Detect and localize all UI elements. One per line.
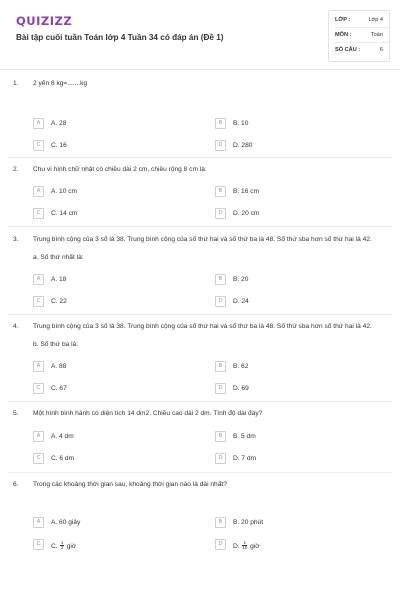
info-value: Toán [370, 32, 383, 38]
option-letter: A [33, 274, 44, 285]
option-letter: C [33, 140, 44, 151]
question-text: Trong các khoảng thời gian sau, khoảng thời gian nào là dài nhất? [33, 481, 227, 488]
info-row-subject [335, 32, 383, 42]
info-value: Lớp 4 [368, 17, 383, 23]
option-letter: B [215, 361, 226, 372]
option-letter: A [33, 431, 44, 442]
info-key: SỐ CÂU : [335, 47, 361, 53]
option-text [51, 541, 76, 551]
option-letter: D [215, 208, 226, 219]
option-text: D. 20 cm [233, 209, 260, 217]
option-text: C. 6 dm [51, 454, 75, 462]
option-letter: D [215, 539, 226, 550]
question-text: Một hình bình hành có diện tích 14 dm2. Chiều cao dài 2 dm. Tính độ dài đáy? [33, 410, 263, 417]
question-text: Trung bình cộng của 3 số là 38. Trung bình cộng của số thứ hai và số thứ ba là 48. Số thứ sba hơn số thứ hai là 42. [33, 323, 372, 330]
option-text: C. 67 [51, 384, 67, 392]
option-text: A. 18 [51, 275, 67, 283]
option-letter: D [215, 140, 226, 151]
option-letter: A [33, 118, 44, 129]
option-text: C. 16 [51, 141, 67, 149]
option-text: B. 16 cm [233, 187, 260, 195]
info-divider [335, 42, 389, 43]
header-divider [0, 69, 400, 70]
question-number: 3. [13, 236, 19, 243]
option-text: B. 10 [233, 119, 249, 127]
question-text: Chu vi hình chữ nhật có chiều dài 2 cm, chiều rộng 8 cm là: [33, 166, 207, 173]
fraction-numerator: 1 [60, 539, 64, 545]
option-letter: C [33, 383, 44, 394]
option-letter: D [215, 383, 226, 394]
question-divider [8, 472, 392, 473]
fraction-denominator: 2 [60, 545, 64, 551]
option-text: B. 62 [233, 362, 249, 370]
option-letter: C [33, 296, 44, 307]
question-number: 4. [13, 323, 19, 330]
option-letter: B [215, 118, 226, 129]
option-letter: A [33, 361, 44, 372]
quizizz-logo: QUIZIZZ [16, 14, 73, 28]
option-text: A. 88 [51, 362, 67, 370]
option-text: C. 14 cm [51, 209, 78, 217]
info-key: MÔN : [335, 32, 352, 38]
option-text: B. 5 dm [233, 432, 256, 440]
option-text: A. 28 [51, 119, 67, 127]
option-text: D. 280 [233, 141, 253, 149]
info-row-class [335, 17, 383, 27]
option-text: A. 10 cm [51, 187, 78, 195]
question-text: 2 yến 8 kg=.......kg [33, 80, 88, 87]
option-prefix: D. [233, 542, 240, 550]
info-key: LỚP : [335, 17, 351, 23]
question-divider [8, 226, 392, 227]
option-text: A. 60 giây [51, 518, 81, 526]
info-value: 6 [379, 47, 383, 53]
option-suffix: giờ [66, 542, 77, 550]
option-text: D. 24 [233, 297, 249, 305]
option-text: D. 7 dm [233, 454, 257, 462]
option-letter: D [215, 296, 226, 307]
fraction-denominator: 10 [242, 545, 248, 551]
option-text: C. 22 [51, 297, 67, 305]
question-text: Trung bình cộng của 3 số là 38. Trung bình cộng của số thứ hai và số thứ ba là 48. Số thứ sba hơn số thứ hai là 42. [33, 236, 372, 243]
option-letter: C [33, 539, 44, 550]
question-number: 6. [13, 481, 19, 488]
question-divider [8, 157, 392, 158]
question-divider [8, 314, 392, 315]
question-number: 2. [13, 166, 19, 173]
option-letter: B [215, 431, 226, 442]
option-letter: A [33, 186, 44, 197]
worksheet-info-box [328, 10, 390, 62]
option-letter: B [215, 274, 226, 285]
option-suffix: giờ [250, 542, 260, 550]
option-text: B. 20 phút [233, 518, 264, 526]
option-letter: B [215, 186, 226, 197]
option-text: D. 69 [233, 384, 249, 392]
option-text: B. 20 [233, 275, 249, 283]
option-letter: B [215, 517, 226, 528]
option-letter: D [215, 453, 226, 464]
option-text [233, 541, 260, 551]
option-letter: A [33, 517, 44, 528]
option-letter: C [33, 208, 44, 219]
worksheet-header [0, 0, 400, 70]
question-subtext: b. Số thứ ba là: [33, 341, 79, 348]
info-row-count [335, 47, 383, 57]
option-prefix: C. [51, 542, 58, 550]
option-text: A. 4 dm [51, 432, 74, 440]
info-divider [335, 27, 389, 28]
worksheet-title: Bài tập cuối tuần Toán lớp 4 Tuần 34 có đáp án (Đề 1) [16, 33, 224, 42]
fraction-numerator: 1 [243, 539, 247, 545]
question-divider [8, 401, 392, 402]
fraction [60, 541, 63, 551]
option-letter: C [33, 453, 44, 464]
question-number: 1. [13, 80, 19, 87]
question-number: 5. [13, 410, 19, 417]
fraction [242, 541, 247, 551]
question-subtext: a. Số thứ nhất là: [33, 254, 84, 261]
